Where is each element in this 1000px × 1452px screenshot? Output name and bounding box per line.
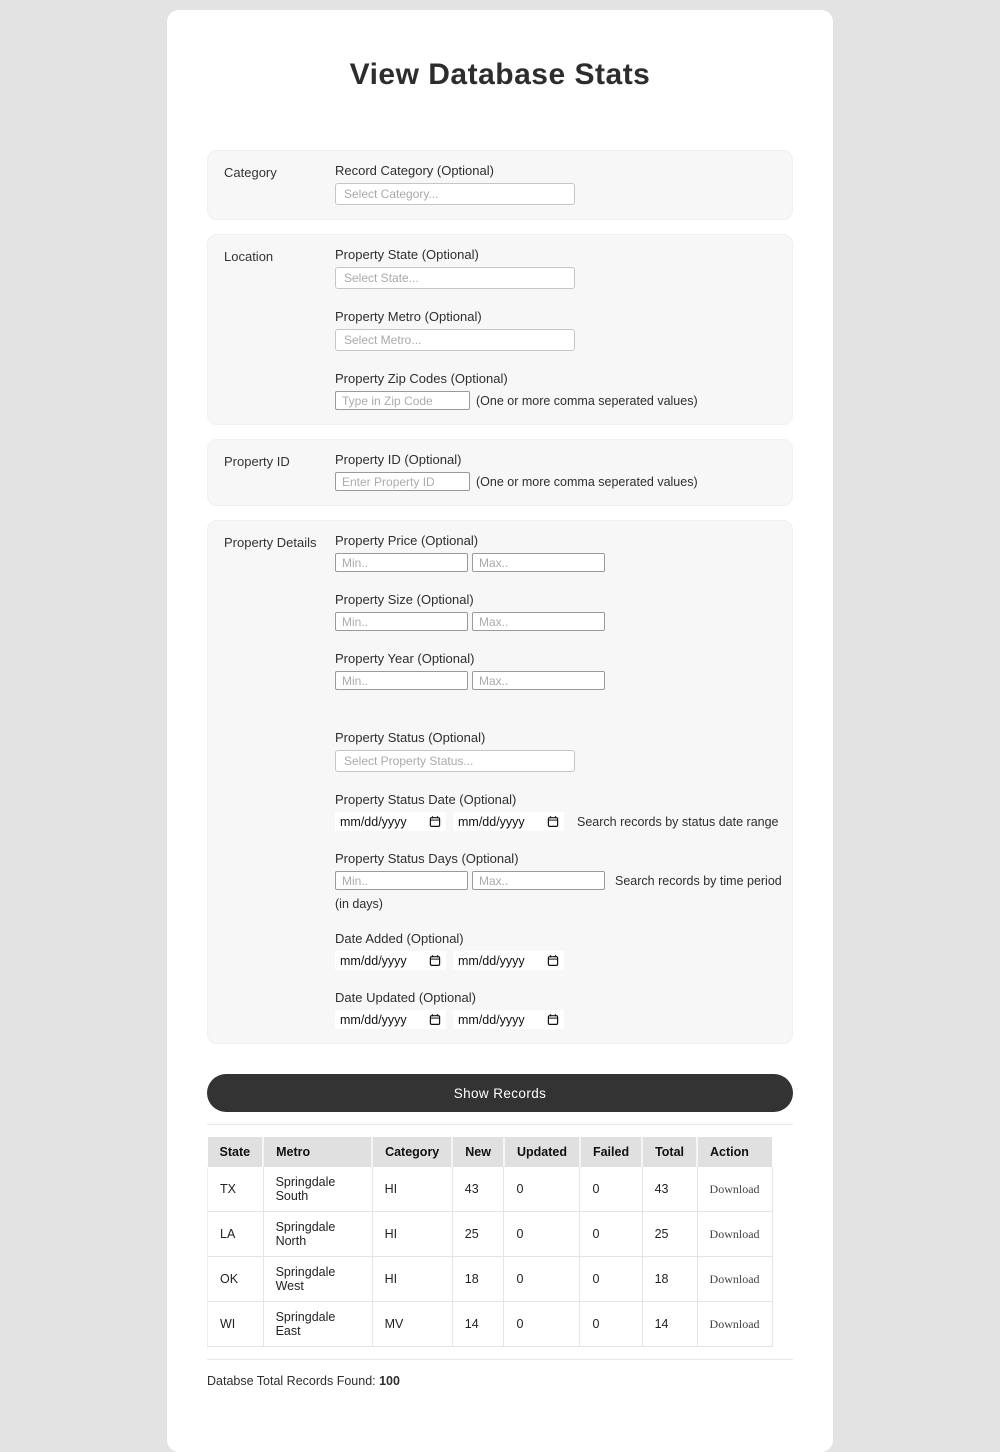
property-status-label: Property Status (Optional) [335, 730, 486, 745]
property-year-min-input[interactable] [335, 671, 468, 690]
date-updated-to-input[interactable] [453, 1010, 564, 1029]
property-status-days-label: Property Status Days (Optional) [335, 851, 519, 866]
property-id-input[interactable] [335, 472, 470, 491]
cell-state: LA [208, 1212, 264, 1257]
date-added-from-input[interactable] [335, 951, 446, 970]
download-link[interactable]: Download [709, 1316, 760, 1331]
cell-failed: 0 [580, 1257, 642, 1302]
section-label-category: Category [224, 165, 277, 180]
col-header-action: Action [697, 1137, 772, 1167]
date-placeholder: mm/dd/yyyy [458, 953, 525, 968]
property-id-label: Property ID (Optional) [335, 452, 462, 467]
cell-state: TX [208, 1167, 264, 1212]
property-status-date-label: Property Status Date (Optional) [335, 792, 517, 807]
status-days-min-input[interactable] [335, 871, 468, 890]
section-property-id [207, 439, 793, 506]
property-price-label: Property Price (Optional) [335, 533, 479, 548]
col-header-updated: Updated [504, 1137, 580, 1167]
cell-new: 18 [452, 1257, 504, 1302]
calendar-icon[interactable] [547, 1013, 559, 1026]
download-link[interactable]: Download [709, 1226, 760, 1241]
cell-state: OK [208, 1257, 264, 1302]
table-row [208, 1167, 773, 1212]
status-days-note: Search records by time period [615, 873, 782, 888]
date-updated-from-input[interactable] [335, 1010, 446, 1029]
record-category-select[interactable] [335, 183, 575, 205]
property-status-select[interactable] [335, 750, 575, 772]
property-price-min-input[interactable] [335, 553, 468, 572]
status-date-note: Search records by status date range [577, 814, 779, 829]
total-records-label: Databse Total Records Found: [207, 1374, 376, 1388]
property-zip-input[interactable] [335, 391, 470, 410]
property-state-label: Property State (Optional) [335, 247, 479, 262]
cell-category: HI [372, 1212, 452, 1257]
cell-new: 25 [452, 1212, 504, 1257]
col-header-metro: Metro [263, 1137, 372, 1167]
section-label-property-details: Property Details [224, 535, 317, 550]
results-table [207, 1137, 773, 1347]
property-state-select[interactable] [335, 267, 575, 289]
date-placeholder: mm/dd/yyyy [458, 814, 525, 829]
cell-category: HI [372, 1257, 452, 1302]
page-title: View Database Stats [349, 58, 651, 91]
cell-failed: 0 [580, 1302, 642, 1347]
cell-new: 43 [452, 1167, 504, 1212]
record-category-label: Record Category (Optional) [335, 163, 494, 178]
property-id-note: (One or more comma seperated values) [476, 474, 698, 489]
calendar-icon[interactable] [547, 954, 559, 967]
cell-updated: 0 [504, 1302, 580, 1347]
cell-metro: Springdale North [263, 1212, 372, 1257]
cell-total: 43 [642, 1167, 697, 1212]
date-placeholder: mm/dd/yyyy [340, 953, 407, 968]
date-placeholder: mm/dd/yyyy [340, 814, 407, 829]
divider-below-table [207, 1359, 793, 1360]
main-card [167, 10, 833, 1452]
col-header-category: Category [372, 1137, 452, 1167]
property-year-label: Property Year (Optional) [335, 651, 475, 666]
cell-category: HI [372, 1167, 452, 1212]
status-days-note-2: (in days) [335, 897, 383, 911]
date-added-label: Date Added (Optional) [335, 931, 464, 946]
section-label-property-id: Property ID [224, 454, 290, 469]
show-records-button[interactable]: Show Records [207, 1074, 793, 1112]
property-metro-select[interactable] [335, 329, 575, 351]
table-row [208, 1212, 773, 1257]
total-records-line [207, 1374, 793, 1388]
section-label-location: Location [224, 249, 274, 264]
cell-category: MV [372, 1302, 452, 1347]
calendar-icon[interactable] [429, 815, 441, 828]
cell-failed: 0 [580, 1167, 642, 1212]
property-size-min-input[interactable] [335, 612, 468, 631]
status-date-from-input[interactable] [335, 812, 446, 831]
cell-updated: 0 [504, 1167, 580, 1212]
table-header-row [208, 1137, 773, 1167]
download-link[interactable]: Download [709, 1181, 760, 1196]
property-zip-note: (One or more comma seperated values) [476, 393, 698, 408]
property-size-label: Property Size (Optional) [335, 592, 474, 607]
download-link[interactable]: Download [709, 1271, 760, 1286]
cell-total: 25 [642, 1212, 697, 1257]
property-year-max-input[interactable] [472, 671, 605, 690]
status-days-max-input[interactable] [472, 871, 605, 890]
col-header-new: New [452, 1137, 504, 1167]
calendar-icon[interactable] [547, 815, 559, 828]
property-price-max-input[interactable] [472, 553, 605, 572]
section-property-details [207, 520, 793, 1044]
table-row [208, 1302, 773, 1347]
total-records-value: 100 [379, 1374, 400, 1388]
cell-total: 14 [642, 1302, 697, 1347]
cell-metro: Springdale South [263, 1167, 372, 1212]
cell-metro: Springdale East [263, 1302, 372, 1347]
divider-above-table [207, 1124, 793, 1125]
table-row [208, 1257, 773, 1302]
calendar-icon[interactable] [429, 954, 441, 967]
date-updated-label: Date Updated (Optional) [335, 990, 476, 1005]
cell-new: 14 [452, 1302, 504, 1347]
status-date-to-input[interactable] [453, 812, 564, 831]
col-header-failed: Failed [580, 1137, 642, 1167]
calendar-icon[interactable] [429, 1013, 441, 1026]
cell-state: WI [208, 1302, 264, 1347]
property-zip-label: Property Zip Codes (Optional) [335, 371, 508, 386]
cell-metro: Springdale West [263, 1257, 372, 1302]
cell-updated: 0 [504, 1212, 580, 1257]
property-size-max-input[interactable] [472, 612, 605, 631]
date-placeholder: mm/dd/yyyy [340, 1012, 407, 1027]
cell-updated: 0 [504, 1257, 580, 1302]
cell-failed: 0 [580, 1212, 642, 1257]
property-metro-label: Property Metro (Optional) [335, 309, 482, 324]
date-added-to-input[interactable] [453, 951, 564, 970]
section-location [207, 234, 793, 425]
col-header-total: Total [642, 1137, 697, 1167]
section-category [207, 150, 793, 220]
col-header-state: State [208, 1137, 264, 1167]
cell-total: 18 [642, 1257, 697, 1302]
date-placeholder: mm/dd/yyyy [458, 1012, 525, 1027]
